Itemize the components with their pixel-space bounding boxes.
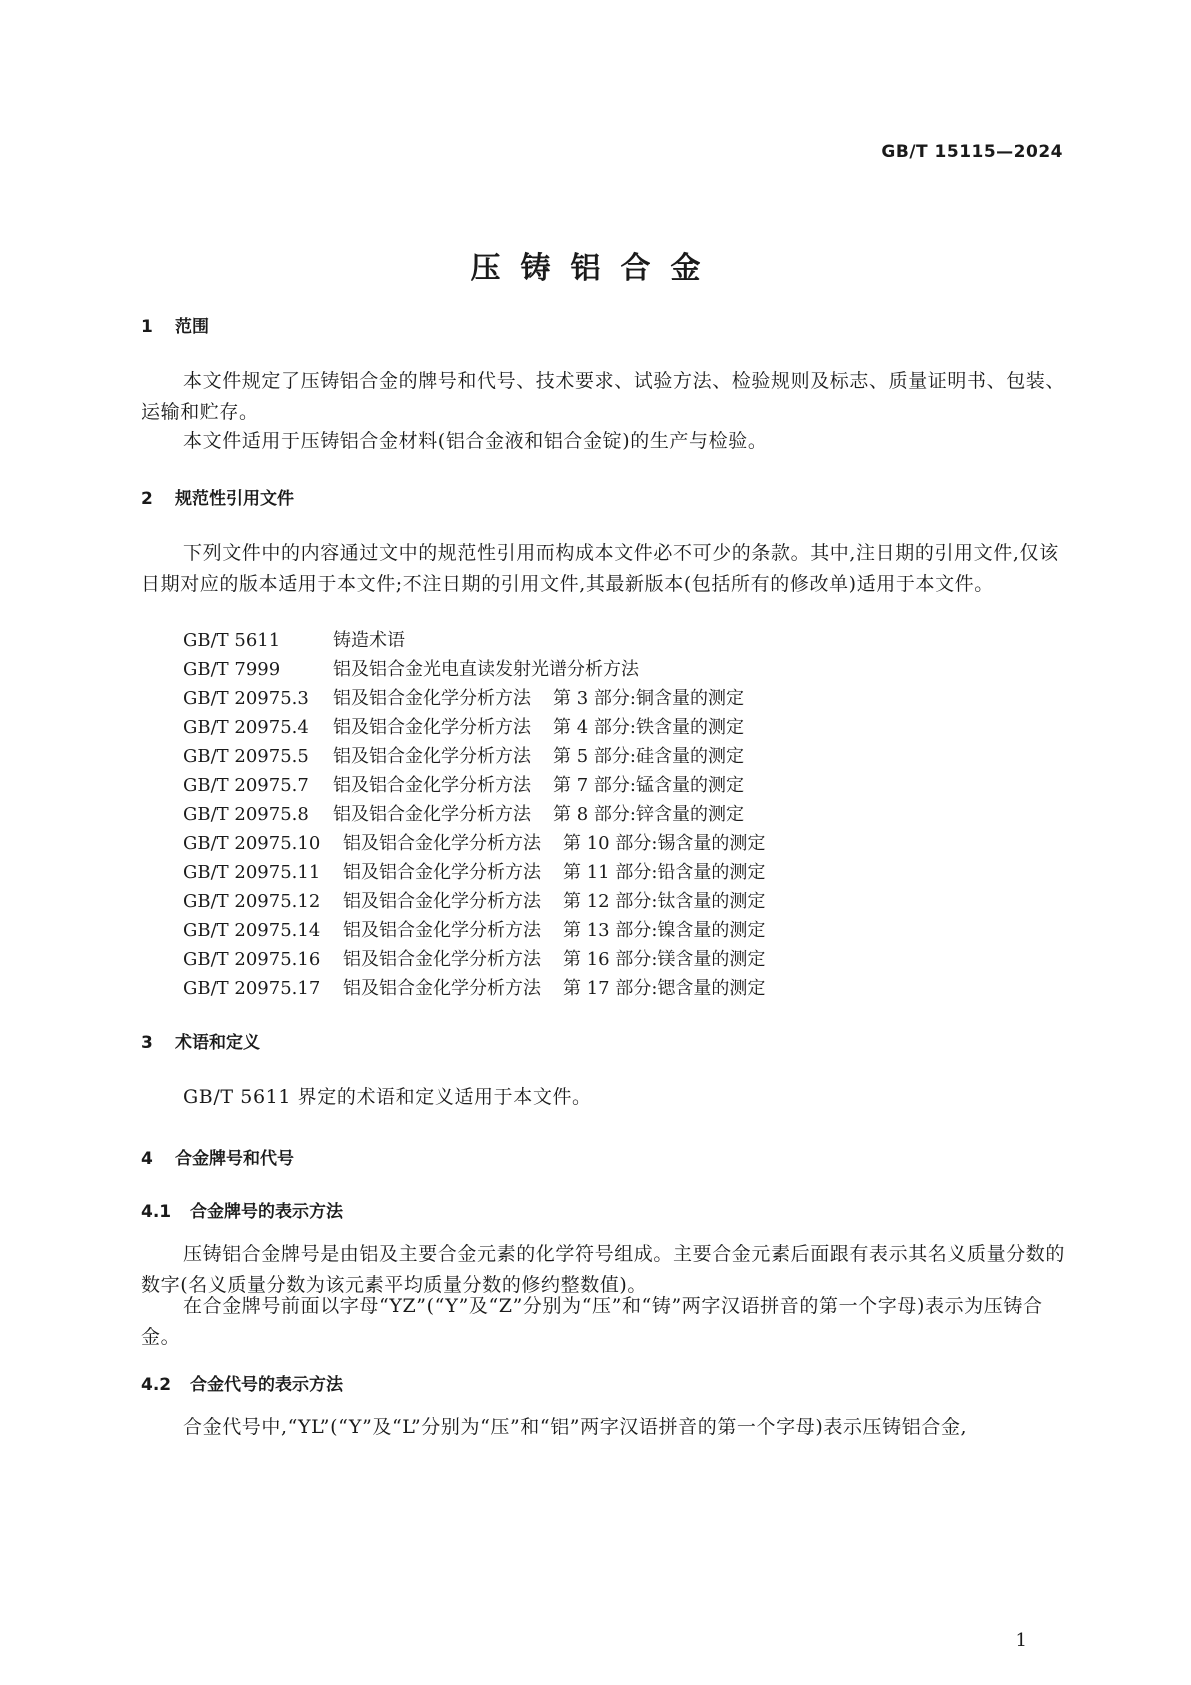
section-number: 3 <box>141 1033 153 1053</box>
section-1-paragraph-2: 本文件适用于压铸铝合金材料(铝合金液和铝合金锭)的生产与检验。 <box>183 430 768 452</box>
section-title: 合金牌号和代号 <box>175 1149 294 1169</box>
reference-title: 铝及铝合金化学分析方法 <box>343 920 541 941</box>
section-number: 2 <box>141 489 153 509</box>
reference-title: 铝及铝合金化学分析方法 <box>333 717 531 738</box>
reference-code: GB/T 20975.12 <box>183 891 321 912</box>
reference-item <box>183 771 744 797</box>
reference-code: GB/T 7999 <box>183 659 281 680</box>
reference-part: 第 13 部分:镍含量的测定 <box>563 920 766 941</box>
reference-title: 铝及铝合金化学分析方法 <box>333 746 531 767</box>
reference-title: 铝及铝合金化学分析方法 <box>333 804 531 825</box>
section-2-heading <box>141 484 294 509</box>
reference-code: GB/T 20975.14 <box>183 920 321 941</box>
section-3-heading <box>141 1028 260 1053</box>
section-number: 1 <box>141 317 153 337</box>
reference-item <box>183 655 639 681</box>
reference-item <box>183 974 765 1000</box>
section-4-1-heading <box>141 1197 343 1222</box>
reference-part: 第 3 部分:铜含量的测定 <box>553 688 744 709</box>
reference-title: 铝及铝合金化学分析方法 <box>333 775 531 796</box>
reference-item <box>183 916 765 942</box>
reference-title: 铝及铝合金化学分析方法 <box>343 833 541 854</box>
page-number: 1 <box>1015 1630 1027 1651</box>
reference-code: GB/T 20975.7 <box>183 775 309 796</box>
section-title: 术语和定义 <box>175 1033 260 1053</box>
reference-part: 第 5 部分:硅含量的测定 <box>553 746 744 767</box>
reference-item <box>183 800 744 826</box>
reference-code: GB/T 20975.17 <box>183 978 321 999</box>
reference-title: 铝及铝合金化学分析方法 <box>343 891 541 912</box>
reference-code: GB/T 20975.11 <box>183 862 321 883</box>
reference-title: 铸造术语 <box>333 630 405 651</box>
section-number: 4.1 <box>141 1202 172 1222</box>
document-title: 压铸铝合金 <box>470 251 721 286</box>
section-4-1-paragraph-1: 压铸铝合金牌号是由铝及主要合金元素的化学符号组成。主要合金元素后面跟有表示其名义质量分数的数字(名义质量分数为该元素平均质量分数的修约整数值)。 <box>141 1243 1066 1296</box>
reference-title: 铝及铝合金化学分析方法 <box>343 978 541 999</box>
reference-item <box>183 684 744 710</box>
reference-code: GB/T 20975.4 <box>183 717 309 738</box>
section-number: 4 <box>141 1149 153 1169</box>
reference-code: GB/T 20975.3 <box>183 688 309 709</box>
reference-part: 第 16 部分:镁含量的测定 <box>563 949 766 970</box>
section-title: 合金代号的表示方法 <box>190 1375 343 1395</box>
reference-code: GB/T 20975.8 <box>183 804 309 825</box>
reference-item <box>183 945 765 971</box>
reference-title: 铝及铝合金化学分析方法 <box>333 688 531 709</box>
section-2-intro: 下列文件中的内容通过文中的规范性引用而构成本文件必不可少的条款。其中,注日期的引用文件,仅该日期对应的版本适用于本文件;不注日期的引用文件,其最新版本(包括所有的修改单)适用于本文件。 <box>141 542 1059 595</box>
reference-item <box>183 887 765 913</box>
section-3-paragraph: GB/T 5611 界定的术语和定义适用于本文件。 <box>183 1086 592 1108</box>
reference-part: 第 12 部分:钛含量的测定 <box>563 891 766 912</box>
reference-code: GB/T 20975.16 <box>183 949 321 970</box>
reference-part: 第 4 部分:铁含量的测定 <box>553 717 744 738</box>
reference-part: 第 10 部分:锡含量的测定 <box>563 833 766 854</box>
reference-item <box>183 713 744 739</box>
section-4-1-paragraph-2: 在合金牌号前面以字母“YZ”(“Y”及“Z”分别为“压”和“铸”两字汉语拼音的第一个字母)表示为压铸合金。 <box>141 1295 1043 1348</box>
section-4-2-paragraph: 合金代号中,“YL”(“Y”及“L”分别为“压”和“铝”两字汉语拼音的第一个字母)表示压铸铝合金, <box>183 1416 968 1438</box>
section-title: 规范性引用文件 <box>175 489 294 509</box>
reference-code: GB/T 5611 <box>183 630 281 651</box>
section-1-heading <box>141 312 209 337</box>
section-1-paragraph-1: 本文件规定了压铸铝合金的牌号和代号、技术要求、试验方法、检验规则及标志、质量证明书、包装、运输和贮存。 <box>141 370 1066 423</box>
section-number: 4.2 <box>141 1375 172 1395</box>
section-4-heading <box>141 1144 294 1169</box>
reference-part: 第 11 部分:铅含量的测定 <box>563 862 766 883</box>
reference-item <box>183 626 405 652</box>
reference-part: 第 17 部分:锶含量的测定 <box>563 978 766 999</box>
section-title: 合金牌号的表示方法 <box>190 1202 343 1222</box>
reference-code: GB/T 20975.10 <box>183 833 321 854</box>
reference-part: 第 7 部分:锰含量的测定 <box>553 775 744 796</box>
reference-title: 铝及铝合金化学分析方法 <box>343 949 541 970</box>
reference-title: 铝及铝合金化学分析方法 <box>343 862 541 883</box>
reference-part: 第 8 部分:锌含量的测定 <box>553 804 744 825</box>
standard-code: GB/T 15115—2024 <box>881 142 1063 162</box>
reference-item <box>183 829 765 855</box>
reference-item <box>183 742 744 768</box>
reference-item <box>183 858 765 884</box>
reference-code: GB/T 20975.5 <box>183 746 309 767</box>
reference-title: 铝及铝合金光电直读发射光谱分析方法 <box>333 659 639 680</box>
section-4-2-heading <box>141 1370 343 1395</box>
section-title: 范围 <box>175 317 209 337</box>
